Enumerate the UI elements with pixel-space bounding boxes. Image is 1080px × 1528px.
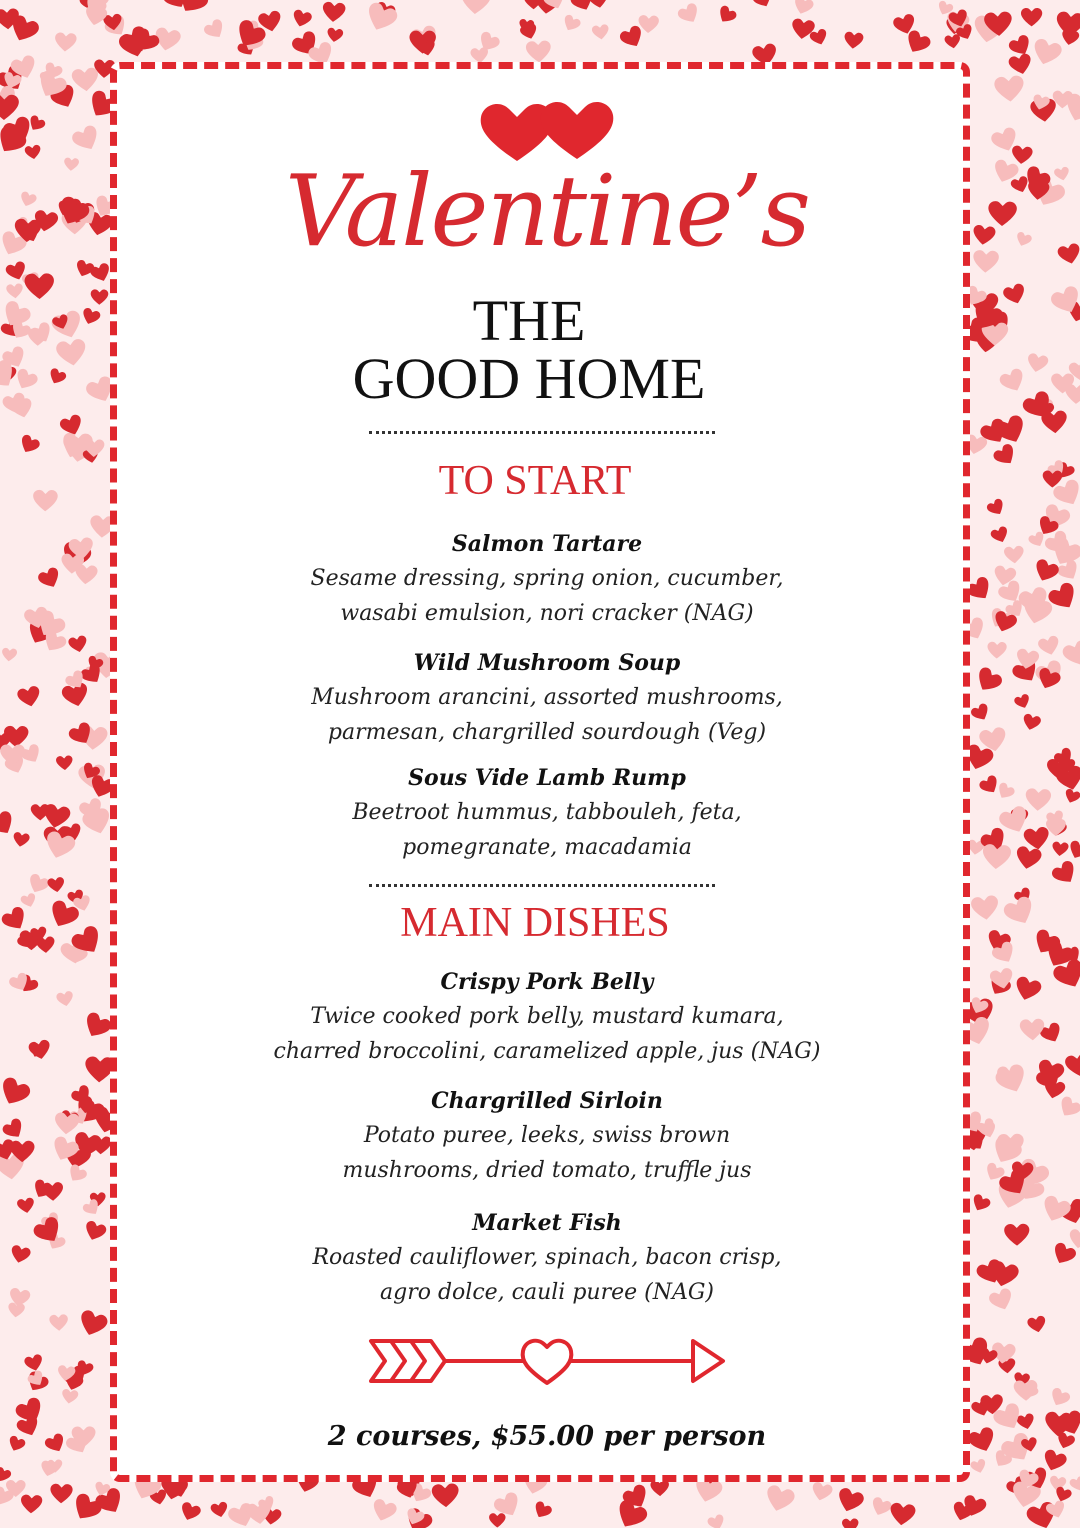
confetti-heart	[1050, 1241, 1078, 1268]
confetti-heart	[1016, 1413, 1036, 1431]
confetti-heart	[676, 2, 702, 27]
menu-item	[107, 527, 987, 631]
confetti-heart	[995, 781, 1017, 802]
dish-description: Mushroom arancini, assorted mushrooms,	[311, 685, 783, 710]
confetti-heart	[751, 0, 775, 10]
confetti-heart	[1044, 1411, 1073, 1437]
confetti-heart	[1004, 545, 1025, 564]
confetti-heart	[994, 75, 1025, 103]
confetti-heart	[1050, 859, 1080, 889]
menu-card	[110, 62, 970, 1482]
confetti-heart	[56, 755, 73, 770]
confetti-heart	[24, 144, 42, 160]
confetti-heart	[363, 1, 400, 35]
dish-description: Beetroot hummus, tabbouleh, feta,	[352, 800, 742, 825]
dish-name: Chargrilled Sirloin	[431, 1088, 663, 1114]
confetti-heart	[988, 201, 1017, 227]
dish-description: Twice cooked pork belly, mustard kumara,	[310, 1004, 784, 1029]
confetti-heart	[998, 367, 1028, 396]
confetti-heart	[28, 320, 55, 346]
dish-name: Sous Vide Lamb Rump	[408, 765, 686, 791]
confetti-heart	[1014, 231, 1033, 248]
confetti-heart	[1037, 635, 1061, 658]
confetti-heart	[1056, 1095, 1080, 1121]
confetti-heart	[526, 40, 552, 63]
valentines-script-title: Valentine’s	[285, 155, 809, 269]
confetti-heart	[47, 876, 66, 893]
confetti-heart	[1069, 1475, 1080, 1492]
confetti-heart	[843, 31, 863, 49]
confetti-heart	[202, 18, 227, 43]
confetti-heart	[55, 338, 88, 368]
confetti-heart	[1027, 1315, 1048, 1334]
confetti-heart	[18, 191, 37, 209]
confetti-heart	[61, 1388, 79, 1404]
dish-description: Sesame dressing, spring onion, cucumber,	[310, 566, 784, 591]
confetti-heart	[835, 1486, 866, 1515]
confetti-heart	[1002, 894, 1039, 929]
confetti-heart	[70, 123, 103, 154]
confetti-heart	[1025, 788, 1051, 811]
confetti-heart	[1026, 352, 1050, 373]
confetti-heart	[43, 1432, 67, 1455]
confetti-heart	[6, 1435, 26, 1454]
confetti-heart	[1013, 693, 1032, 711]
confetti-heart	[49, 1314, 68, 1331]
confetti-heart	[36, 566, 63, 591]
confetti-heart	[50, 1484, 73, 1504]
confetti-heart	[1012, 975, 1042, 1003]
confetti-heart	[612, 1497, 649, 1528]
confetti-heart	[591, 24, 609, 41]
menu-item	[107, 646, 987, 750]
confetti-heart	[23, 1353, 44, 1372]
confetti-heart	[1008, 53, 1034, 77]
confetti-heart	[1048, 1386, 1072, 1409]
confetti-heart	[460, 0, 491, 15]
confetti-heart	[1066, 839, 1080, 861]
dish-description: agro dolce, cauli puree (NAG)	[380, 1280, 714, 1305]
menu-item	[107, 761, 987, 865]
confetti-heart	[1, 1117, 27, 1143]
confetti-heart	[74, 259, 96, 279]
confetti-heart	[42, 1182, 64, 1201]
confetti-heart	[54, 32, 77, 52]
confetti-heart	[6, 283, 24, 299]
confetti-heart	[1068, 1228, 1080, 1249]
menu-item	[107, 1206, 987, 1310]
dish-description: charred broccolini, caramelized apple, jus (NAG)	[273, 1039, 821, 1064]
confetti-heart	[15, 1414, 42, 1439]
confetti-heart	[26, 872, 51, 896]
confetti-heart	[50, 309, 86, 342]
confetti-heart	[1051, 841, 1068, 857]
dotted-divider	[369, 431, 715, 434]
section-title-to-start: TO START	[438, 458, 632, 504]
confetti-heart	[989, 525, 1010, 545]
confetti-heart	[326, 27, 344, 43]
dish-description: pomegranate, macadamia	[402, 835, 692, 860]
cupid-arrow-icon	[365, 1331, 735, 1391]
confetti-heart	[715, 4, 738, 26]
confetti-heart	[944, 34, 961, 50]
confetti-heart	[1020, 1018, 1045, 1040]
restaurant-name-line1: THE	[472, 288, 586, 353]
dish-name: Market Fish	[472, 1210, 622, 1236]
confetti-heart	[587, 0, 609, 9]
confetti-heart	[42, 803, 72, 830]
confetti-heart	[74, 564, 98, 585]
confetti-heart	[1063, 788, 1080, 805]
confetti-heart	[489, 1513, 505, 1527]
confetti-heart	[1011, 145, 1033, 165]
dish-description: wasabi emulsion, nori cracker (NAG)	[340, 601, 754, 626]
confetti-heart	[16, 685, 42, 709]
confetti-heart	[71, 67, 99, 92]
confetti-heart	[993, 1062, 1030, 1097]
confetti-heart	[178, 1501, 202, 1523]
confetti-heart	[792, 0, 815, 17]
confetti-heart	[1053, 166, 1070, 182]
confetti-heart	[68, 635, 89, 654]
confetti-heart	[561, 13, 582, 34]
confetti-heart	[0, 1075, 32, 1109]
confetti-heart	[1004, 1224, 1030, 1246]
confetti-heart	[987, 1287, 1015, 1313]
menu-item	[107, 1084, 987, 1188]
confetti-heart	[1065, 384, 1080, 404]
confetti-heart	[842, 1518, 859, 1528]
confetti-heart	[370, 1498, 398, 1524]
confetti-heart	[618, 24, 646, 51]
dish-description: Roasted cauliflower, spinach, bacon crisp,	[312, 1245, 782, 1270]
confetti-heart	[1057, 242, 1080, 266]
confetti-heart	[20, 1494, 42, 1514]
dish-description: parmesan, chargrilled sourdough (Veg)	[327, 720, 767, 745]
confetti-heart	[706, 1513, 726, 1528]
dish-description: Potato puree, leeks, swiss brown	[363, 1123, 731, 1148]
confetti-heart	[16, 1197, 35, 1214]
price-line: 2 courses, $55.00 per person	[327, 1421, 767, 1452]
confetti-heart	[869, 1496, 893, 1519]
confetti-heart	[0, 94, 19, 120]
confetti-heart	[1, 648, 17, 662]
confetti-heart	[987, 642, 1007, 659]
confetti-heart	[1002, 282, 1028, 306]
confetti-heart	[291, 9, 313, 29]
dotted-divider	[369, 884, 715, 887]
confetti-heart	[33, 490, 58, 512]
confetti-heart	[12, 367, 39, 393]
confetti-heart	[1010, 175, 1031, 195]
confetti-heart	[47, 367, 68, 387]
confetti-heart	[9, 1244, 31, 1265]
confetti-heart	[1023, 826, 1051, 851]
dish-name: Wild Mushroom Soup	[413, 650, 681, 676]
confetti-heart	[531, 1500, 553, 1521]
confetti-heart	[82, 1220, 107, 1244]
confetti-heart	[56, 990, 75, 1007]
confetti-heart	[1021, 8, 1042, 26]
confetti-heart	[1021, 713, 1042, 732]
dish-name: Crispy Pork Belly	[440, 969, 654, 995]
confetti-heart	[322, 1, 346, 22]
confetti-heart	[1039, 1194, 1073, 1226]
confetti-heart	[0, 905, 30, 935]
confetti-heart	[24, 273, 54, 299]
confetti-heart	[889, 1502, 916, 1527]
confetti-heart	[28, 1039, 52, 1061]
confetti-heart	[65, 1163, 88, 1186]
confetti-heart	[985, 497, 1007, 518]
confetti-heart	[1007, 33, 1034, 59]
dish-description: mushrooms, dried tomato, truffle jus	[342, 1158, 752, 1183]
confetti-heart	[638, 15, 659, 34]
confetti-heart	[63, 157, 79, 171]
confetti-heart	[1061, 638, 1080, 669]
confetti-heart	[1064, 1052, 1080, 1078]
confetti-heart	[12, 832, 30, 849]
dish-name: Salmon Tartare	[451, 531, 643, 557]
confetti-heart	[1031, 558, 1060, 585]
confetti-heart	[17, 433, 41, 456]
section-title-main-dishes: MAIN DISHES	[400, 900, 670, 946]
confetti-heart	[20, 892, 38, 909]
confetti-heart	[992, 442, 1020, 469]
confetti-heart	[1030, 37, 1063, 68]
confetti-heart	[210, 1501, 229, 1519]
confetti-heart	[76, 1309, 109, 1340]
menu-item	[107, 965, 987, 1069]
restaurant-name-line2: GOOD HOME	[352, 346, 706, 411]
